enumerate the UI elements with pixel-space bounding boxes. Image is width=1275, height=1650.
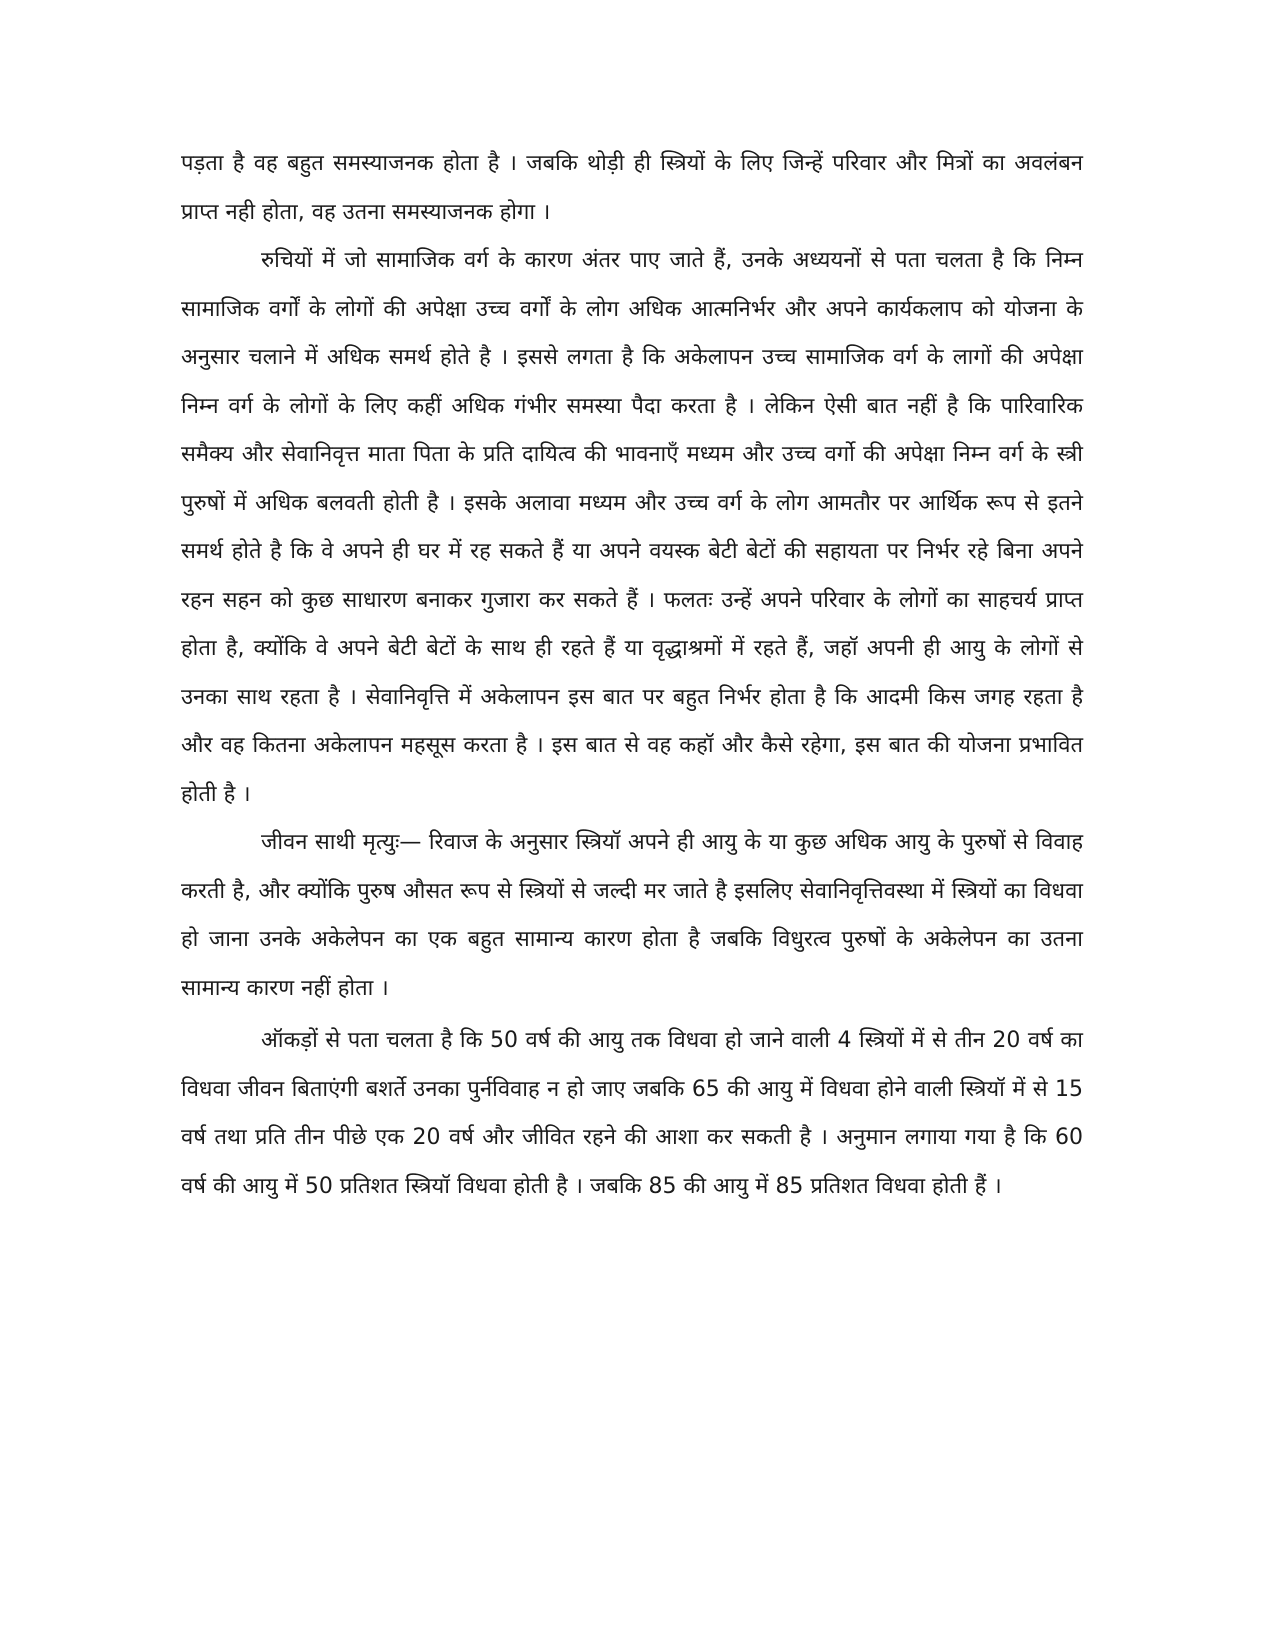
body-text <box>181 140 1083 1211</box>
paragraph-spouse-death: जीवन साथी मृत्युः— रिवाज के अनुसार स्त्रियॉ अपने ही आयु के या कुछ अधिक आयु के पुरुषों से विवाह करती है, और क्योंकि पुरुष औसत रूप से स्त्रियों से जल्दी मर जाते है इसलिए सेवानिवृत्तिवस्था में स्त्रियों का विधवा हो जाना उनके अकेलेपन का एक बहुत सामान्य कारण होता है जबकि विधुरत्व पुरुषों के अकेलेपन का उतना सामान्य कारण नहीं होता । <box>181 830 1083 1001</box>
paragraph-continuation: पड़ता है वह बहुत समस्याजनक होता है । जबकि थोड़ी ही स्त्रियों के लिए जिन्हें परिवार और मित्रों का अवलंबन प्राप्त नही होता, वह उतना समस्याजनक होगा । <box>181 151 1083 225</box>
paragraph-statistics: ऑकड़ों से पता चलता है कि 50 वर्ष की आयु तक विधवा हो जाने वाली 4 स्त्रियों में से तीन 20 वर्ष का विधवा जीवन बिताएंगी बशर्ते उनका पुर्नविवाह न हो जाए जबकि 65 की आयु में विधवा होने वाली स्त्रियॉ में से 15 वर्ष तथा प्रति तीन पीछे एक 20 वर्ष और जीवित रहने की आशा कर सकती है । अनुमान लगाया गया है कि 60 वर्ष की आयु में 50 प्रतिशत स्त्रियॉ विधवा होती है । जबकि 85 की आयु में 85 प्रतिशत विधवा होती हैं । <box>181 1028 1083 1199</box>
paragraph-social-class: रुचियों में जो सामाजिक वर्ग के कारण अंतर पाए जाते हैं, उनके अध्ययनों से पता चलता है कि निम्न सामाजिक वर्गों के लोगों की अपेक्षा उच्च वर्गों के लोग अधिक आत्मनिर्भर और अपने कार्यकलाप को योजना के अनुसार चलाने में अधिक समर्थ होते है । इससे लगता है कि अकेलापन उच्च सामाजिक वर्ग के लागों की अपेक्षा निम्न वर्ग के लोगों के लिए कहीं अधिक गंभीर समस्या पैदा करता है । लेकिन ऐसी बात नहीं है कि पारिवारिक समैक्य और सेवानिवृत्त माता पिता के प्रति दायित्व की भावनाएँ मध्यम और उच्च वर्गो की अपेक्षा निम्न वर्ग के स्त्री पुरुषों में अधिक बलवती होती है । इसके अलावा मध्यम और उच्च वर्ग के लोग आमतौर पर आर्थिक रूप से इतने समर्थ होते है कि वे अपने ही घर में रह सकते हैं या अपने वयस्क बेटी बेटों की सहायता पर निर्भर रहे बिना अपने रहन सहन को कुछ साधारण बनाकर गुजारा कर सकते हैं । फलतः उन्हें अपने परिवार के लोगों का साहचर्य प्राप्त होता है, क्योंकि वे अपने बेटी बेटों के साथ ही रहते हैं या वृद्धाश्रमों में रहते हैं, जहॉ अपनी ही आयु के लोगों से उनका साथ रहता है । सेवानिवृत्ति में अकेलापन इस बात पर बहुत निर्भर होता है कि आदमी किस जगह रहता है और वह कितना अकेलापन महसूस करता है । इस बात से वह कहॉ और कैसे रहेगा, इस बात की योजना प्रभावित होती है । <box>181 248 1083 807</box>
